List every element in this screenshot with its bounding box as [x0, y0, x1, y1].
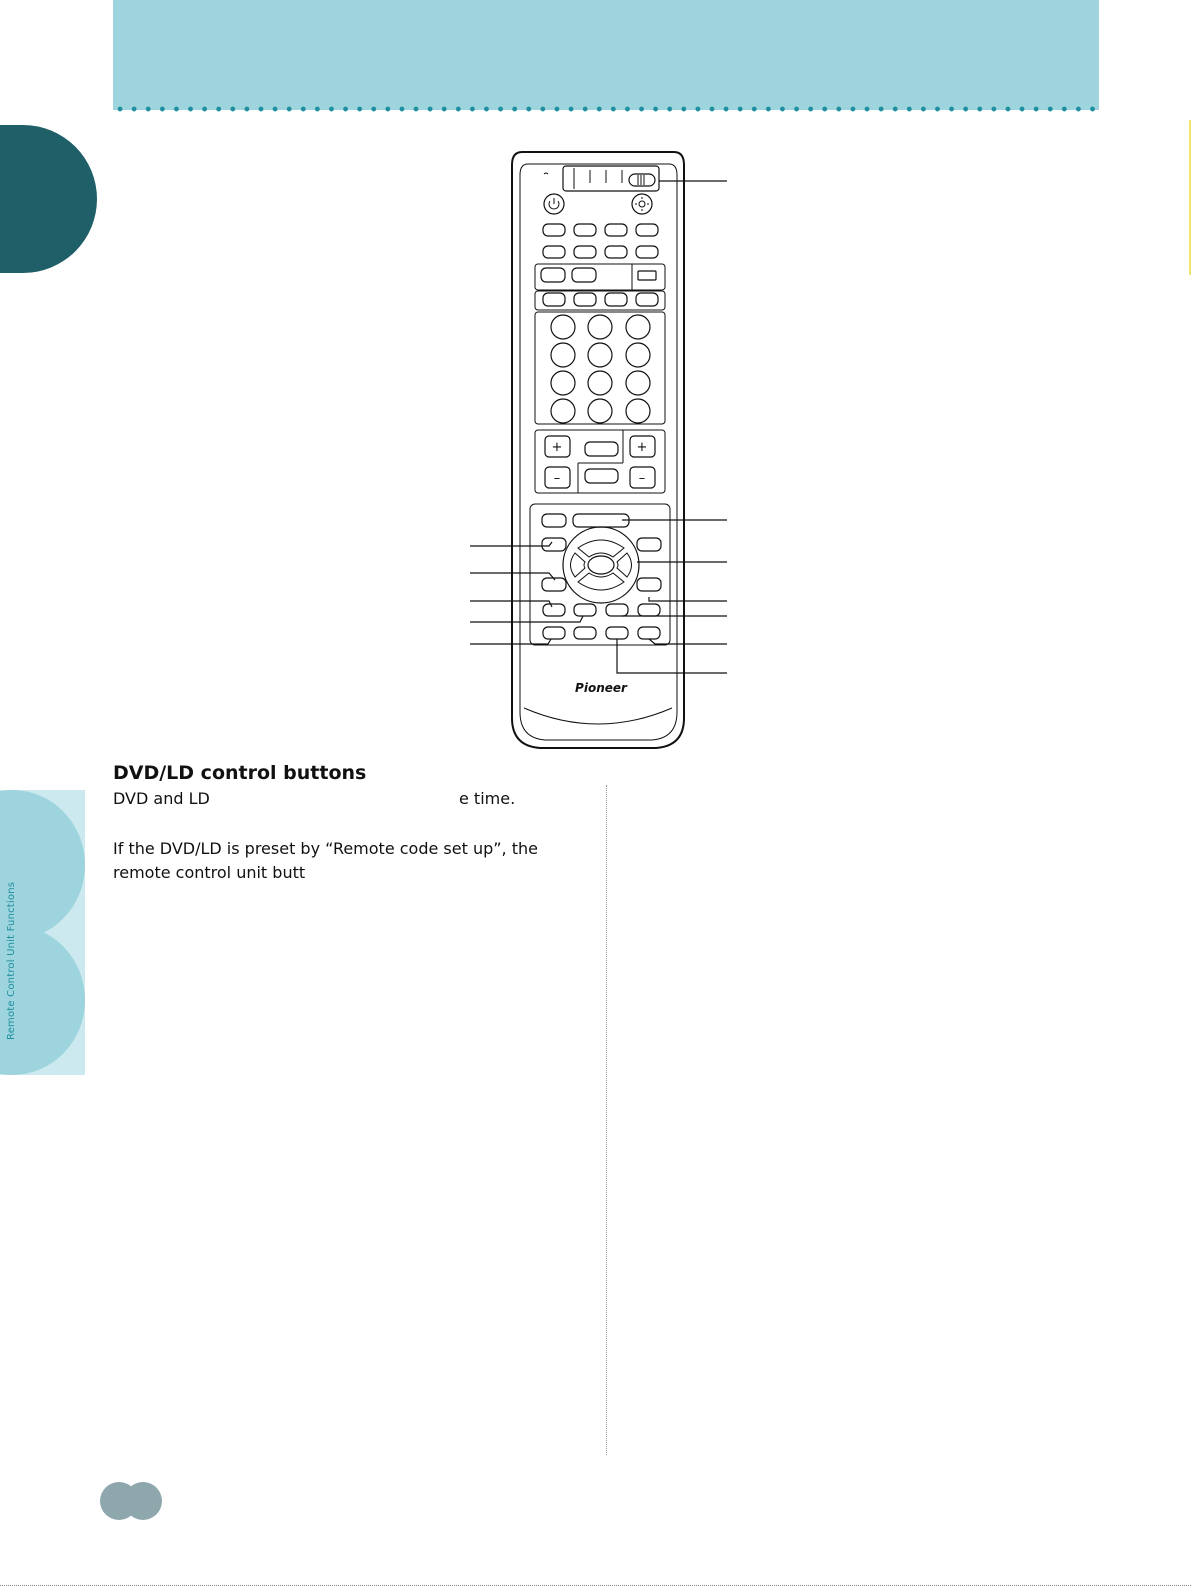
remote-body — [512, 152, 684, 748]
page-number-tab — [100, 1482, 162, 1520]
volume-plus-label: + — [551, 440, 563, 455]
body-text-fragment: DVD and LD — [113, 789, 210, 808]
channel-minus-label: – — [638, 471, 646, 486]
section-heading: DVD/LD control buttons — [113, 762, 367, 784]
column-divider — [606, 785, 607, 1455]
bottom-dotted-rule — [0, 1585, 1191, 1586]
input-panel — [535, 264, 665, 310]
mode-switch — [544, 166, 659, 191]
callout-lines — [470, 181, 727, 673]
remote-control-illustration — [0, 0, 1191, 760]
chapter-side-label: Remote Control Unit Functions — [6, 881, 17, 1040]
number-keypad — [535, 312, 665, 424]
channel-plus-label: + — [636, 440, 648, 455]
power-button — [544, 194, 564, 214]
top-button-rows — [543, 224, 658, 258]
volume-minus-label: – — [553, 471, 561, 486]
body-paragraph: If the DVD/LD is preset by “Remote code set up”, the remote control unit butt — [113, 839, 538, 882]
body-text-fragment: e time. — [459, 789, 516, 808]
brand-logo: Pioneer — [575, 681, 627, 695]
light-button — [632, 194, 652, 214]
page-number-shape — [124, 1482, 162, 1520]
